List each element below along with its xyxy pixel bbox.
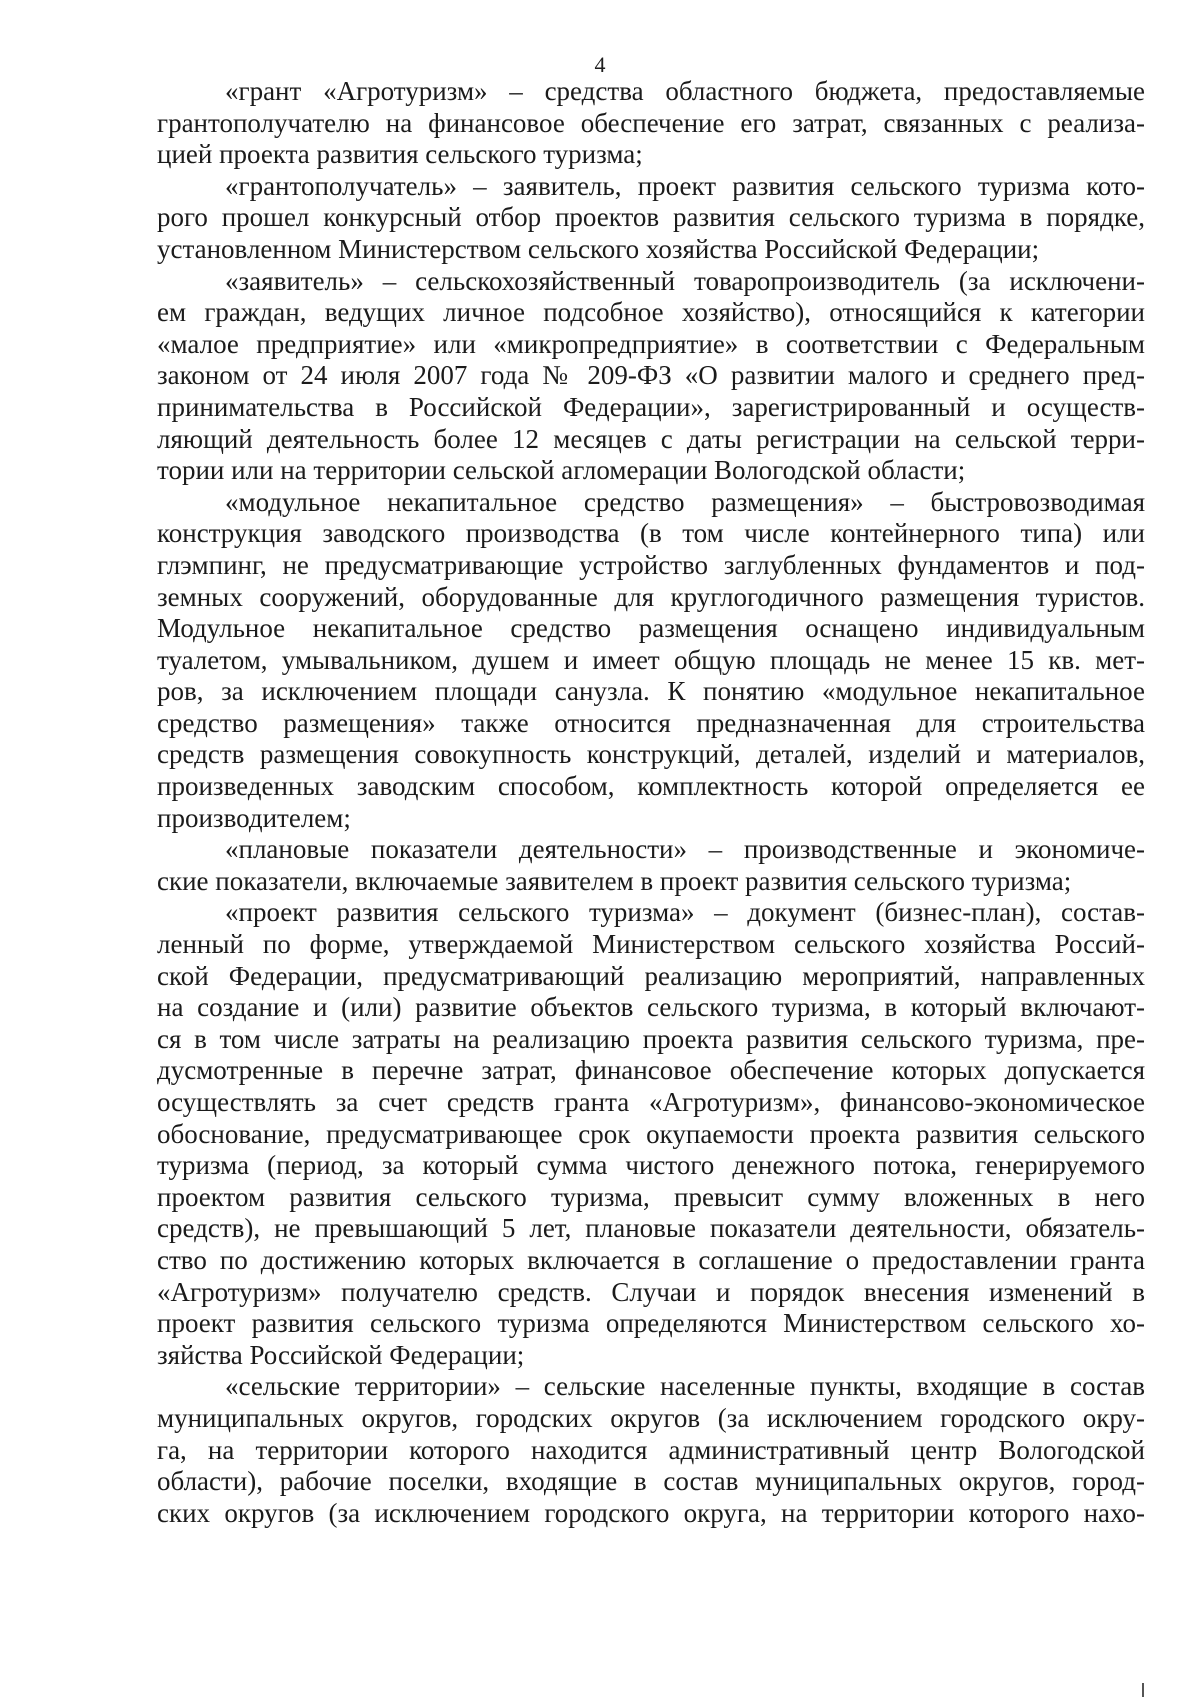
text-line: установленном Министерством сельского хозяйства Российской Федерации; bbox=[157, 233, 1040, 264]
text-line: законом от 24 июля 2007 года № 209-ФЗ «О развитии малого и среднего пред- bbox=[157, 360, 1145, 391]
text-line: проектом развития сельского туризма, превысит сумму вложенных в него bbox=[157, 1181, 1145, 1212]
text-line: ров, за исключением площади санузла. К понятию «модульное некапитальное bbox=[157, 676, 1145, 707]
text-line: «модульное некапитальное средство размещения» – быстровозводимая bbox=[225, 486, 1145, 517]
text-line: конструкция заводского производства (в том числе контейнерного типа) или bbox=[157, 518, 1145, 549]
text-line: глэмпинг, не предусматривающие устройство заглубленных фундаментов и под- bbox=[157, 549, 1145, 580]
text-line: земных сооружений, оборудованные для круглогодичного размещения туристов. bbox=[157, 581, 1145, 612]
text-line: ся в том числе затраты на реализацию проекта развития сельского туризма, пре- bbox=[157, 1023, 1145, 1054]
text-line: «Агротуризм» получателю средств. Случаи и порядок внесения изменений в bbox=[157, 1276, 1145, 1307]
text-line: га, на территории которого находится административный центр Вологодской bbox=[157, 1434, 1145, 1465]
text-line: ской Федерации, предусматривающий реализацию мероприятий, направленных bbox=[157, 960, 1145, 991]
text-line: туризма (период, за который сумма чистого денежного потока, генерируемого bbox=[157, 1150, 1145, 1181]
text-line: «заявитель» – сельскохозяйственный товаропроизводитель (за исключени- bbox=[225, 265, 1145, 296]
document-body bbox=[157, 76, 1145, 1529]
text-line: обоснование, предусматривающее срок окупаемости проекта развития сельского bbox=[157, 1118, 1145, 1149]
text-line: Модульное некапитальное средство размещения оснащено индивидуальным bbox=[157, 613, 1145, 644]
text-line: средств), не превышающий 5 лет, плановые показатели деятельности, обязатель- bbox=[157, 1213, 1145, 1244]
text-line: ленный по форме, утверждаемой Министерством сельского хозяйства Россий- bbox=[157, 929, 1145, 960]
text-line: осуществлять за счет средств гранта «Агротуризм», финансово-экономическое bbox=[157, 1087, 1145, 1117]
text-line: грантополучателю на финансовое обеспечение его затрат, связанных с реализа- bbox=[157, 107, 1145, 138]
text-line: ских округов (за исключением городского округа, на территории которого нахо- bbox=[157, 1497, 1145, 1528]
text-line: ство по достижению которых включается в соглашение о предоставлении гранта bbox=[157, 1244, 1145, 1275]
text-line: на создание и (или) развитие объектов сельского туризма, в который включают- bbox=[157, 992, 1145, 1023]
text-line: туалетом, умывальником, душем и имеет общую площадь не менее 15 кв. мет- bbox=[157, 644, 1145, 675]
text-line: дусмотренные в перечне затрат, финансовое обеспечение которых допускается bbox=[157, 1055, 1145, 1086]
text-line: принимательства в Российской Федерации», зарегистрированный и осуществ- bbox=[157, 391, 1145, 422]
text-line: цией проекта развития сельского туризма; bbox=[157, 139, 643, 170]
scan-mark bbox=[1142, 1683, 1144, 1697]
text-line: произведенных заводским способом, комплектность которой определяется ее bbox=[157, 771, 1145, 802]
text-line: производителем; bbox=[157, 802, 351, 833]
text-line: области), рабочие поселки, входящие в состав муниципальных округов, город- bbox=[157, 1466, 1145, 1497]
text-line: «проект развития сельского туризма» – документ (бизнес-план), состав- bbox=[225, 897, 1145, 928]
text-line: «сельские территории» – сельские населенные пункты, входящие в состав bbox=[225, 1371, 1145, 1402]
text-line: «плановые показатели деятельности» – производственные и экономиче- bbox=[225, 834, 1145, 865]
text-line: «малое предприятие» или «микропредприятие» в соответствии с Федеральным bbox=[157, 328, 1145, 359]
text-line: зяйства Российской Федерации; bbox=[157, 1339, 525, 1370]
text-line: тории или на территории сельской агломерации Вологодской области; bbox=[157, 455, 966, 486]
text-line: ляющий деятельность более 12 месяцев с даты регистрации на сельской терри- bbox=[157, 423, 1145, 454]
text-line: «грантополучатель» – заявитель, проект развития сельского туризма кото- bbox=[225, 170, 1145, 201]
text-line: рого прошел конкурсный отбор проектов развития сельского туризма в порядке, bbox=[157, 202, 1145, 233]
text-line: средство размещения» также относится предназначенная для строительства bbox=[157, 707, 1145, 738]
text-line: ем граждан, ведущих личное подсобное хозяйство), относящийся к категории bbox=[157, 297, 1145, 328]
text-line: ские показатели, включаемые заявителем в проект развития сельского туризма; bbox=[157, 865, 1072, 896]
text-line: проект развития сельского туризма определяются Министерством сельского хо- bbox=[157, 1308, 1145, 1339]
text-line: «грант «Агротуризм» – средства областного бюджета, предоставляемые bbox=[225, 76, 1145, 106]
page-number: 4 bbox=[594, 52, 606, 77]
text-line: муниципальных округов, городских округов (за исключением городского окру- bbox=[157, 1402, 1145, 1433]
text-line: средств размещения совокупность конструкций, деталей, изделий и материалов, bbox=[157, 739, 1145, 770]
